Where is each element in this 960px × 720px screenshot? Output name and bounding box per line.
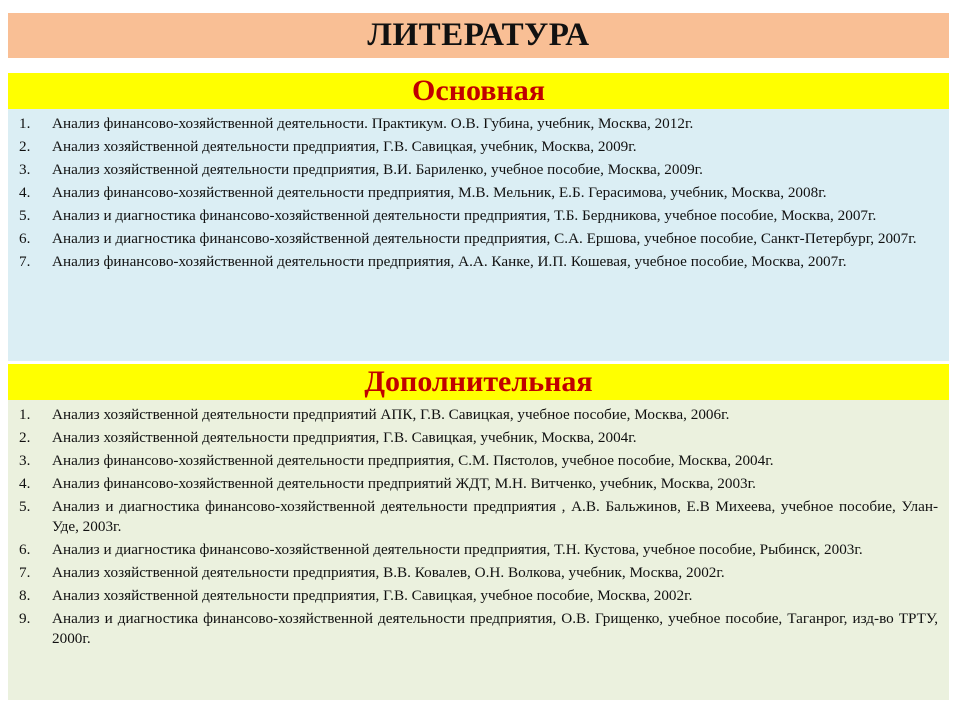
list-item (19, 563, 938, 583)
list-item (19, 451, 938, 471)
list-item (19, 114, 938, 134)
list-item-text: Анализ хозяйственной деятельности предприятия, В.И. Бариленко, учебное пособие, Москва, 2009г. (52, 161, 703, 178)
list-item (19, 252, 938, 272)
list-item (19, 160, 938, 180)
list-item-number: 3. (19, 452, 31, 469)
list-item-number: 7. (19, 253, 31, 270)
list-item-text: Анализ хозяйственной деятельности предприятия, В.В. Ковалев, О.Н. Волкова, учебник, Москва, 2002г. (52, 564, 725, 581)
list-item-text: Анализ хозяйственной деятельности предприятий АПК, Г.В. Савицкая, учебное пособие, Москва, 2006г. (52, 406, 730, 423)
list-item (19, 540, 938, 560)
list-item-number: 1. (19, 406, 31, 423)
main-literature-list (8, 109, 949, 361)
list-item-number: 2. (19, 138, 31, 155)
list-item-text: Анализ и диагностика финансово-хозяйственной деятельности предприятия, С.А. Ершова, учебное пособие, Санкт-Петербург, 2007г. (52, 230, 917, 247)
main-literature-heading: Основная (8, 73, 949, 109)
list-item-text: Анализ финансово-хозяйственной деятельности предприятия, М.В. Мельник, Е.Б. Герасимова, учебник, Москва, 2008г. (52, 184, 827, 201)
list-item (19, 609, 938, 649)
list-item-number: 2. (19, 429, 31, 446)
additional-literature-heading: Дополнительная (8, 364, 949, 400)
list-item-number: 1. (19, 115, 31, 132)
list-item (19, 428, 938, 448)
list-item-number: 4. (19, 475, 31, 492)
list-item-text: Анализ и диагностика финансово-хозяйственной деятельности предприятия, Т.Б. Бердникова, учебное пособие, Москва, 2007г. (52, 207, 877, 224)
list-item (19, 586, 938, 606)
list-item-number: 7. (19, 564, 31, 581)
list-item (19, 474, 938, 494)
list-item-number: 3. (19, 161, 31, 178)
list-item (19, 405, 938, 425)
list-item-number: 9. (19, 610, 31, 627)
list-item-text: Анализ финансово-хозяйственной деятельности предприятия, А.А. Канке, И.П. Кошевая, учебное пособие, Москва, 2007г. (52, 253, 847, 270)
list-item-text: Анализ и диагностика финансово-хозяйственной деятельности предприятия, Т.Н. Кустова, учебное пособие, Рыбинск, 2003г. (52, 541, 863, 558)
list-item-number: 6. (19, 541, 31, 558)
list-item-text: Анализ финансово-хозяйственной деятельности. Практикум. О.В. Губина, учебник, Москва, 2012г. (52, 115, 694, 132)
list-item-number: 8. (19, 587, 31, 604)
list-item-text: Анализ финансово-хозяйственной деятельности предприятий ЖДТ, М.Н. Витченко, учебник, Москва, 2003г. (52, 475, 756, 492)
list-item-number: 5. (19, 207, 31, 224)
list-item-number: 4. (19, 184, 31, 201)
list-item-text: Анализ хозяйственной деятельности предприятия, Г.В. Савицкая, учебное пособие, Москва, 2002г. (52, 587, 693, 604)
list-item (19, 137, 938, 157)
list-item-text: Анализ хозяйственной деятельности предприятия, Г.В. Савицкая, учебник, Москва, 2004г. (52, 429, 637, 446)
list-item (19, 183, 938, 203)
list-item (19, 229, 938, 249)
list-item-number: 5. (19, 498, 31, 515)
list-item-text: Анализ и диагностика финансово-хозяйственной деятельности предприятия , А.В. Бальжинов, Е.В Михеева, учебное пособие, Улан-Уде, 2003г. (52, 498, 938, 535)
list-item-text: Анализ финансово-хозяйственной деятельности предприятия, С.М. Пястолов, учебное пособие, Москва, 2004г. (52, 452, 774, 469)
list-item (19, 206, 938, 226)
list-item (19, 497, 938, 537)
list-item-text: Анализ хозяйственной деятельности предприятия, Г.В. Савицкая, учебник, Москва, 2009г. (52, 138, 637, 155)
list-item-text: Анализ и диагностика финансово-хозяйственной деятельности предприятия, О.В. Грищенко, учебное пособие, Таганрог, изд-во ТРТУ, 2000г. (52, 610, 938, 647)
page-title: ЛИТЕРАТУРА (8, 13, 949, 58)
additional-literature-list (8, 400, 949, 700)
list-item-number: 6. (19, 230, 31, 247)
